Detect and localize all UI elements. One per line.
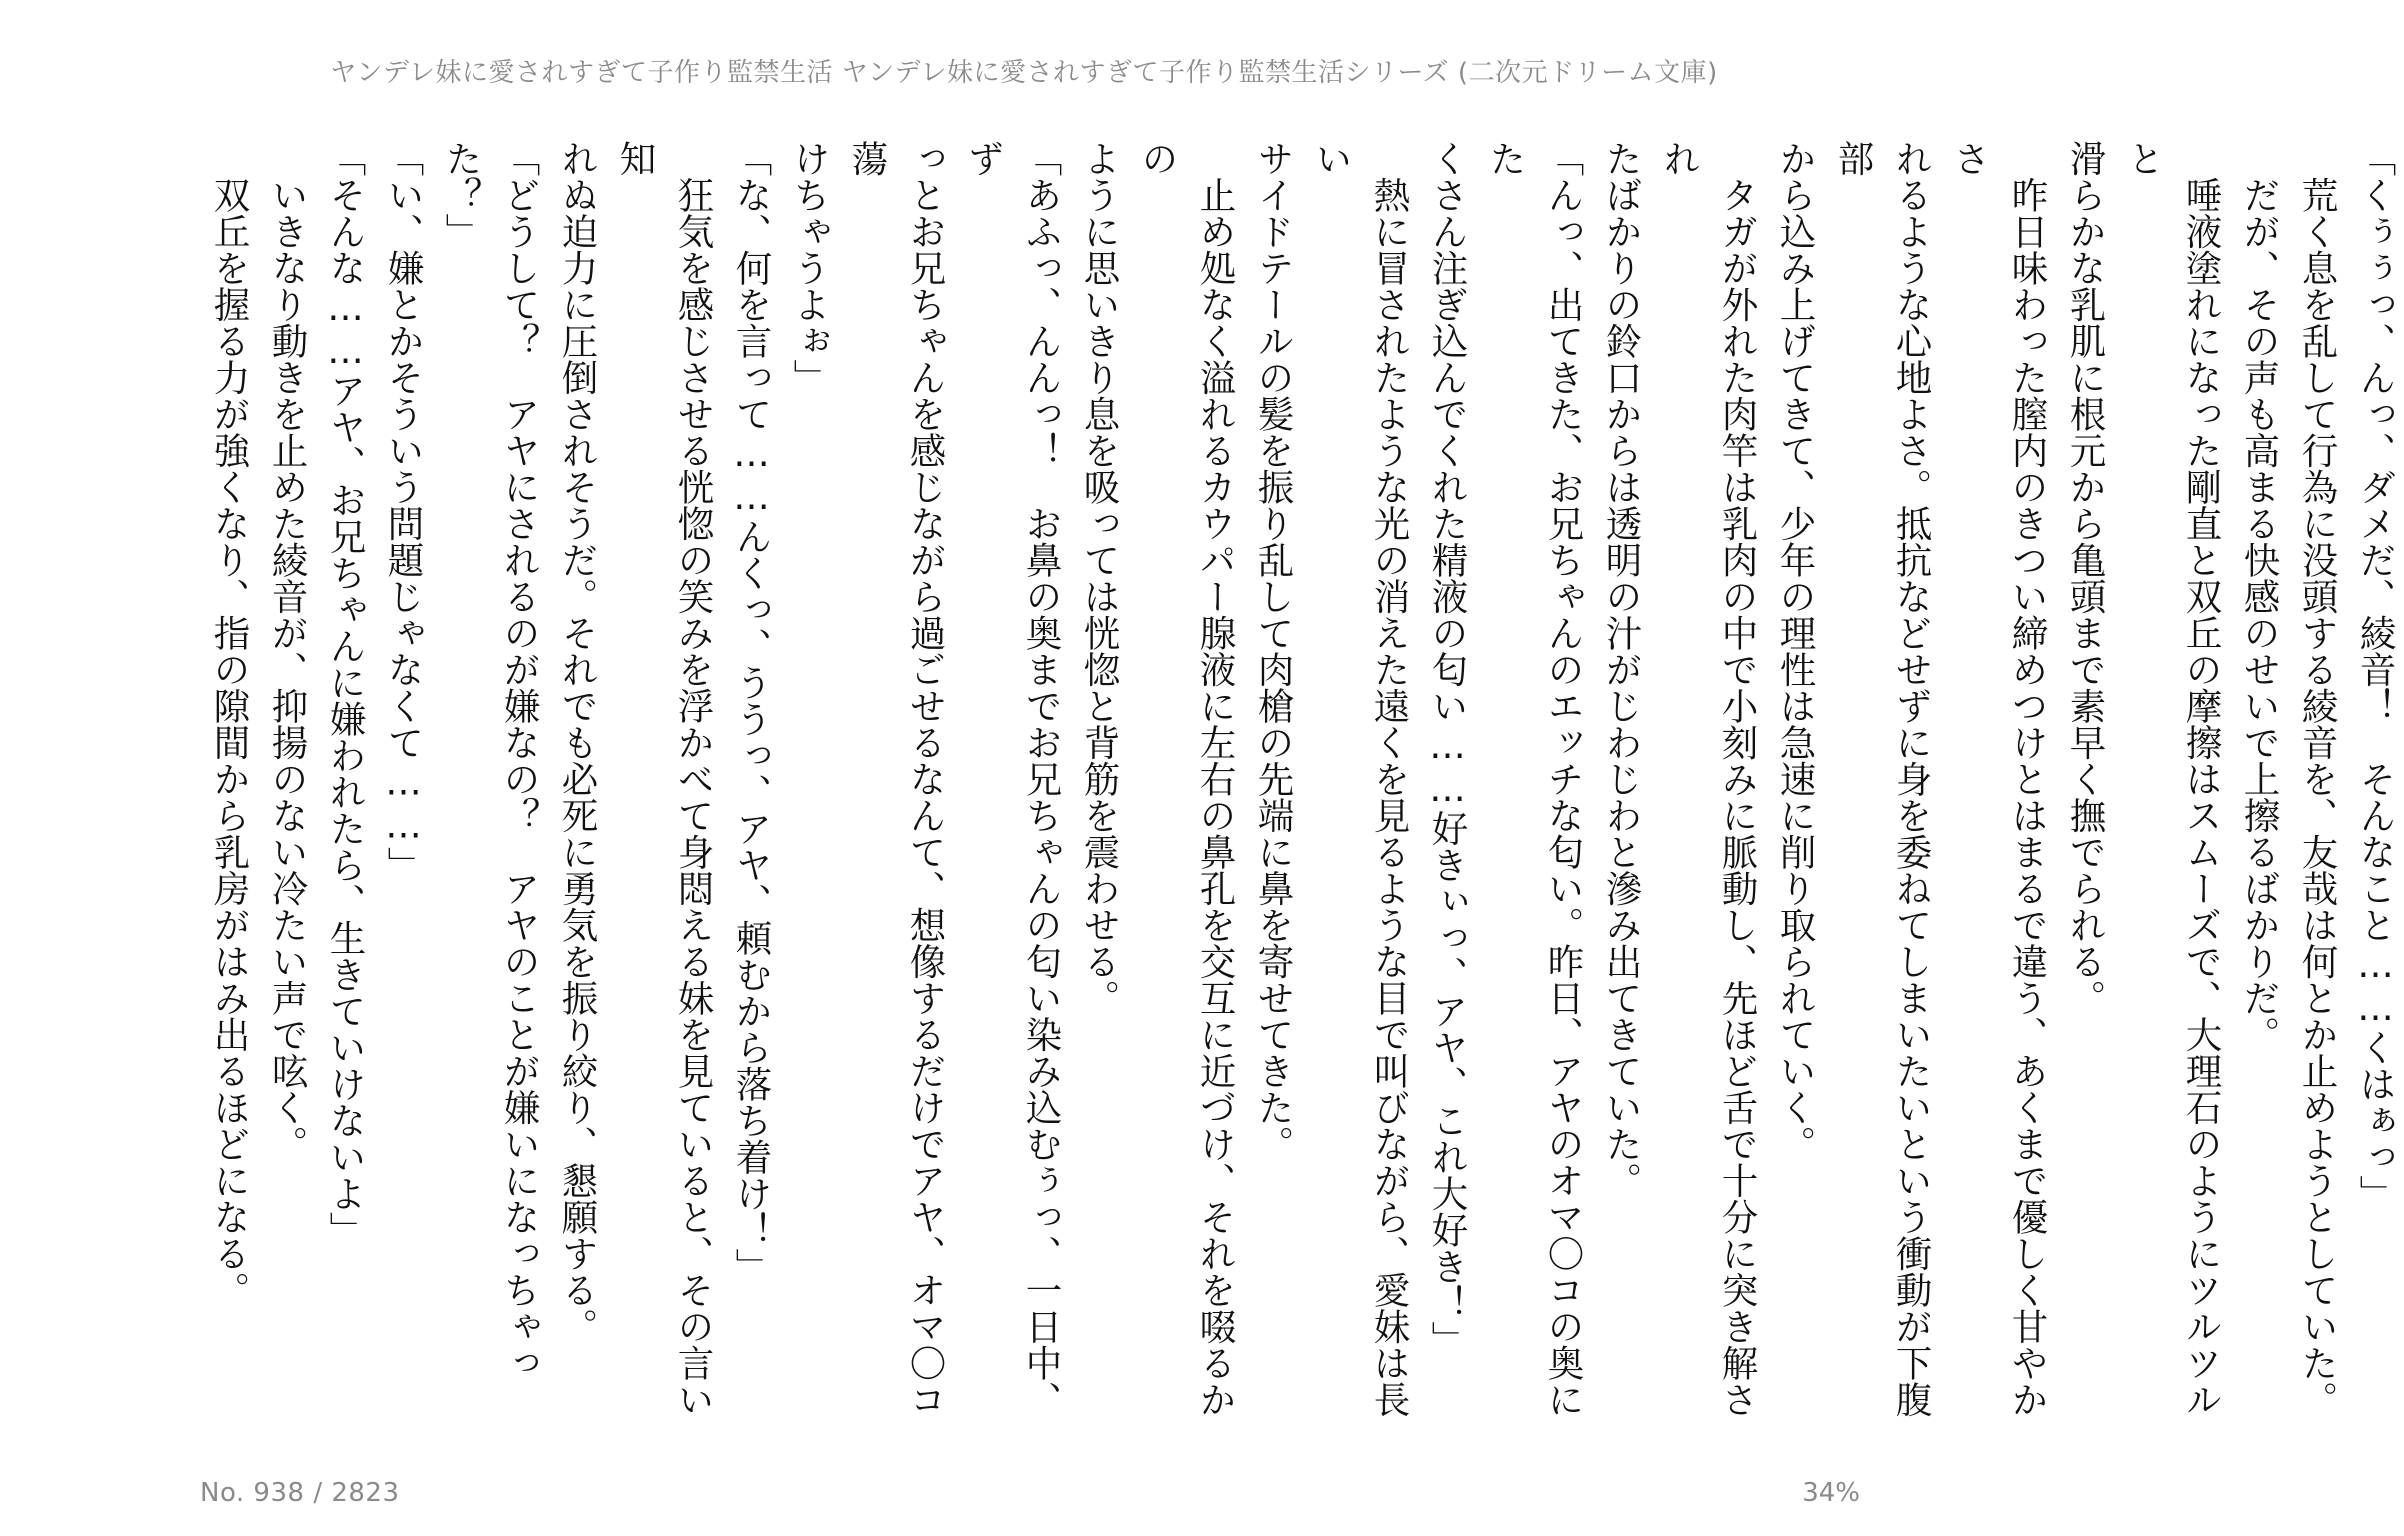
text-line: れぬ迫力に圧倒されそうだ。それでも必死に勇気を振り絞り、懇願する。 [556, 140, 599, 1345]
text-line: くさん注ぎ込んでくれた精液の匂い……好きぃっ、アヤ、これ大好き！」 [1426, 140, 1469, 1358]
text-line: た？」 [440, 140, 483, 250]
text-line: 「んっ、出てきた、お兄ちゃんのエッチな匂い。昨日、アヤのオマ〇コの奥にた [1484, 140, 1585, 1418]
text-line: れるような心地よさ。抵抗などせずに身を委ねてしまいたいという衝動が下腹部 [1832, 140, 1933, 1418]
text-line: 荒く息を乱して行為に没頭する綾音を、友哉は何とか止めようとしていた。 [2296, 140, 2339, 1418]
text-line: たばかりの鈴口からは透明の汁がじわじわと滲み出てきていた。 [1600, 140, 1643, 1199]
text-line: だが、その声も高まる快感のせいで上擦るばかりだ。 [2238, 140, 2281, 1053]
text-line: 「そんな……アヤ、お兄ちゃんに嫌われたら、生きていけないよ」 [324, 140, 367, 1248]
text-line: 狂気を感じさせる恍惚の笑みを浮かべて身悶える妹を見ていると、その言い知 [614, 140, 715, 1418]
text-line: 唾液塗れになった剛直と双丘の摩擦はスムーズで、大理石のようにツルツルと [2122, 140, 2223, 1418]
text-line: 「い、嫌とかそういう問題じゃなくて……」 [382, 140, 425, 883]
text-line: から込み上げてきて、少年の理性は急速に削り取られていく。 [1774, 140, 1817, 1162]
text-line: 滑らかな乳肌に根元から亀頭まで素早く撫でられる。 [2064, 140, 2107, 1016]
progress-percent: 34% [1802, 1478, 1860, 1508]
reading-page[interactable] [200, 140, 2397, 1440]
text-line: タガが外れた肉竿は乳肉の中で小刻みに脈動し、先ほど舌で十分に突き解され [1658, 140, 1759, 1418]
text-line: サイドテールの髪を振り乱して肉槍の先端に鼻を寄せてきた。 [1252, 140, 1295, 1162]
text-line: 「どうして？ アヤにされるのが嫌なの？ アヤのことが嫌いになっちゃっ [498, 140, 541, 1381]
text-line: 止め処なく溢れるカウパー腺液に左右の鼻孔を交互に近づけ、それを啜るかの [1136, 140, 1237, 1418]
location-indicator: No. 938 / 2823 [200, 1478, 400, 1508]
text-line: 「くぅぅっ、んっ、ダメだ、綾音！ そんなこと……くはぁっ」 [2354, 140, 2397, 1212]
vertical-text-body [200, 140, 2404, 1440]
text-line: 熱に冒されたような光の消えた遠くを見るような目で叫びながら、愛妹は長い [1310, 140, 1411, 1418]
text-line: ように思いきり息を吸っては恍惚と背筋を震わせる。 [1078, 140, 1121, 1016]
text-line: 昨日味わった膣内のきつい締めつけとはまるで違う、あくまで優しく甘やかさ [1948, 140, 2049, 1418]
text-line: 双丘を握る力が強くなり、指の隙間から乳房がはみ出るほどになる。 [208, 140, 251, 1308]
text-line: いきなり動きを止めた綾音が、抑揚のない冷たい声で呟く。 [266, 140, 309, 1162]
text-line: 「あふっ、んんっ！ お鼻の奥までお兄ちゃんの匂い染み込むぅっ、一日中、ず [962, 140, 1063, 1418]
book-title-header: ヤンデレ妹に愛されすぎて子作り監禁生活 ヤンデレ妹に愛されすぎて子作り監禁生活シリーズ (二次元ドリーム文庫) [330, 58, 1718, 88]
text-line: けちゃうよぉ」 [788, 140, 831, 396]
text-line: 「な、何を言って……んくっ、ううっ、アヤ、頼むから落ち着け！」 [730, 140, 773, 1285]
text-line: っとお兄ちゃんを感じながら過ごせるなんて、想像するだけでアヤ、オマ〇コ蕩 [846, 140, 947, 1418]
